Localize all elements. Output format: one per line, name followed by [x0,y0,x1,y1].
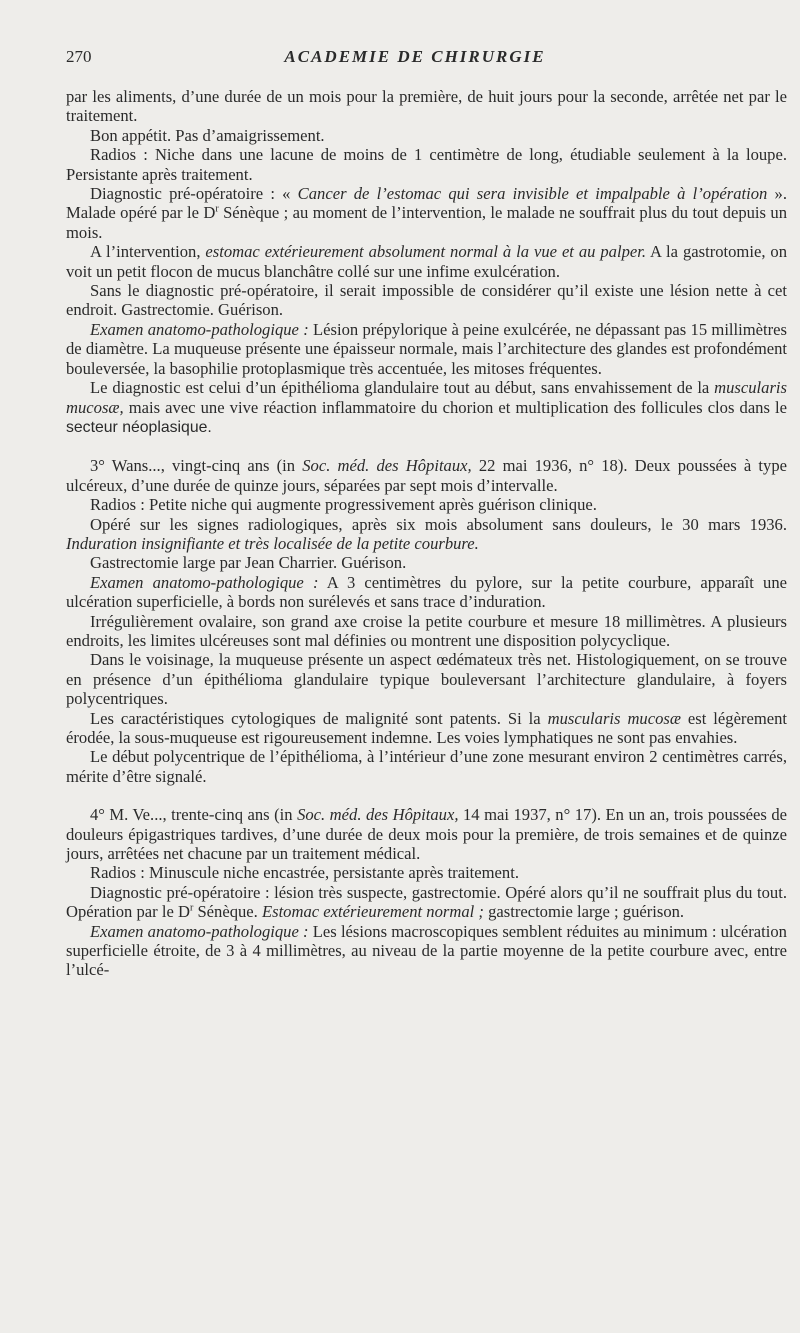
case-paragraph: 4° M. Ve..., trente-cinq ans (in Soc. méd. des Hôpitaux, 14 mai 1937, n° 17). En un an, trois poussées de douleurs épigastriques tardives, d’une durée de deux mois pour la première, de trois semaines et de quinze jours, arrêtées net chacune par un traitement médical. [66,805,788,864]
paragraph: A l’intervention, estomac extérieurement absolument normal à la vue et au palper. A la gastrotomie, on voit un petit flocon de mucus blanchâtre collé sur une infime exulcération. [66,242,787,281]
paragraph: Dans le voisinage, la muqueuse présente un aspect œdémateux très net. Histologiquement, on se trouve en présence d’un épithélioma glandulaire typique bouleversant l’architecture glandulaire, à foyers polycentriques. [66,650,787,709]
body-text [66,87,787,980]
paragraph: Radios : Petite niche qui augmente progressivement après guérison clinique. [90,495,597,515]
paragraph: Bon appétit. Pas d’amaigrissement. [90,125,325,145]
paragraph: Le diagnostic est celui d’un épithélioma glandulaire tout au début, sans envahissement de la muscularis mucosæ, mais avec une vive réaction inflammatoire du chorion et multiplication des follicules clos dans le secteur néoplasique. [66,378,787,436]
paragraph: Les caractéristiques cytologiques de malignité sont patents. Si la muscularis mucosæ est légèrement érodée, la sous-muqueuse est rigoureusement indemne. Les voies lymphatiques ne sont pas envahies. [66,708,788,747]
page-number: 270 [66,47,92,66]
paragraph: Radios : Minuscule niche encastrée, persistante après traitement. [90,863,519,883]
paragraph: Irrégulièrement ovalaire, son grand axe croise la petite courbure et mesure 18 millimètres. A plusieurs endroits, les limites ulcéreuses sont mal définies ou montrent une disposition polycyclique. [66,611,787,650]
paragraph: Opéré sur les signes radiologiques, après six mois absolument sans douleurs, le 30 mars 1936. Induration insignifiante et très localisée de la petite courbure. [66,514,787,553]
page-header [66,47,764,71]
paragraph: Diagnostic pré-opératoire : « Cancer de l’estomac qui sera invisible et impalpable à l’opération ». Malade opéré par le $D^r$ Sénèque ; au moment de l’intervention, le malade ne souffrait plus du tout depuis un mois. [66,184,787,242]
paragraph: Examen anatomo-pathologique : A 3 centimètres du pylore, sur la petite courbure, apparaît une ulcération superficielle, à bords non surélevés et sans trace d’induration. [66,572,787,612]
paragraph: par les aliments, d’une durée de un mois pour la première, de huit jours pour la seconde, arrêtée net par le traitement. [66,87,787,126]
running-title: ACADEMIE DE CHIRURGIE [284,47,546,66]
paragraph: Gastrectomie large par Jean Charrier. Guérison. [90,553,407,573]
paragraph: Le début polycentrique de l’épithélioma, à l’intérieur d’une zone mesurant environ 2 centimètres carrés, mérite d’être signalé. [66,747,787,786]
paragraph: Examen anatomo-pathologique : Lésion prépylorique à peine exulcérée, ne dépassant pas 15 millimètres de diamètre. La muqueuse présente une épaisseur normale, mais l’architecture des glandes est profondément bouleversée, la basophilie protoplasmique très accentuée, les mitoses fréquentes. [66,319,787,378]
paragraph: Radios : Niche dans une lacune de moins de 1 centimètre de long, étudiable seulement à la loupe. Persistante après traitement. [66,145,787,184]
paragraph: Examen anatomo-pathologique : Les lésions macroscopiques semblent réduites au minimum : ulcération superficielle étroite, de 3 à 4 millimètres, au niveau de la partie moyenne de la petite courbure avec, entre l’ulcé- [66,921,787,980]
paragraph: Diagnostic pré-opératoire : lésion très suspecte, gastrectomie. Opéré alors qu’il ne souffrait plus du tout. Opération par le $D^r$ Sénèque. Estomac extérieurement normal ; gastrectomie large ; guérison. [66,882,787,922]
case-paragraph: 3° Wans..., vingt-cinq ans (in Soc. méd. des Hôpitaux, 22 mai 1936, n° 18). Deux poussées à type ulcéreux, d’une durée de quinze jours, séparées par sept mois d’intervalle. [66,456,787,495]
paragraph: Sans le diagnostic pré-opératoire, il serait impossible de considérer qu’il existe une lésion nette à cet endroit. Gastrectomie. Guérison. [66,281,787,320]
